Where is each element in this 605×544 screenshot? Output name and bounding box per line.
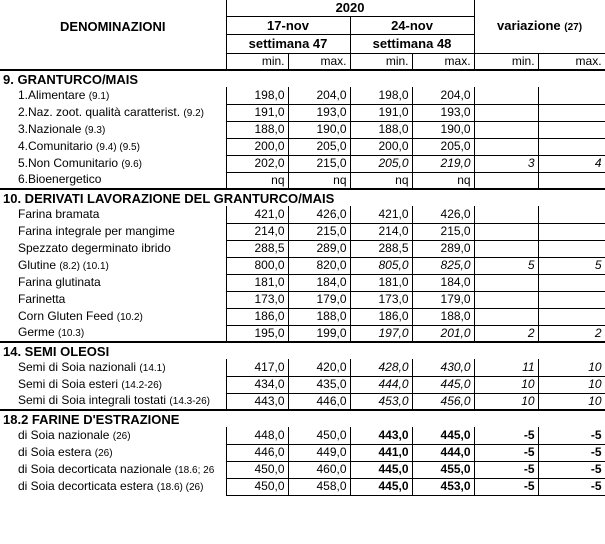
- cell-v1max: 215,0: [288, 155, 350, 172]
- cell-vmax: -5: [538, 461, 605, 478]
- cell-v1min: 191,0: [226, 104, 288, 121]
- cell-v1max: 179,0: [288, 291, 350, 308]
- row-label: [0, 291, 226, 308]
- cell-v2min: 805,0: [350, 257, 412, 274]
- row-code: (9.4) (9.5): [96, 141, 140, 153]
- cell-v1max: 190,0: [288, 121, 350, 138]
- cell-v2max: 430,0: [412, 359, 474, 376]
- cell-v1max: 426,0: [288, 206, 350, 223]
- cell-v2min: 428,0: [350, 359, 412, 376]
- cell-v2max: 456,0: [412, 393, 474, 410]
- row-code: (14.3-26): [169, 396, 210, 407]
- cell-v1max: 420,0: [288, 359, 350, 376]
- cell-v2max: nq: [412, 172, 474, 189]
- section-title: 10. DERIVATI LAVORAZIONE DEL GRANTURCO/MAIS: [0, 189, 605, 206]
- row-label: [0, 240, 226, 257]
- cell-vmax: [538, 308, 605, 325]
- row-label-text: 2.Naz. zoot. qualità caratterist.: [18, 104, 181, 119]
- cell-vmax: [538, 274, 605, 291]
- cell-vmin: 10: [474, 376, 538, 393]
- table-row: [0, 359, 605, 376]
- cell-v1max: 449,0: [288, 444, 350, 461]
- cell-vmin: -5: [474, 461, 538, 478]
- cell-v2max: 193,0: [412, 104, 474, 121]
- row-label-text: Farina integrale per mangime: [18, 223, 175, 238]
- cell-v2max: 179,0: [412, 291, 474, 308]
- cell-v2max: 205,0: [412, 138, 474, 155]
- cell-v2max: 219,0: [412, 155, 474, 172]
- cell-v1min: 417,0: [226, 359, 288, 376]
- cell-v1max: 435,0: [288, 376, 350, 393]
- row-label: [0, 87, 226, 104]
- row-label-text: Germe: [18, 325, 55, 339]
- max1-header: max.: [288, 53, 350, 70]
- cell-vmin: [474, 121, 538, 138]
- table-row: [0, 308, 605, 325]
- cell-v1min: 446,0: [226, 444, 288, 461]
- cell-v2max: 201,0: [412, 325, 474, 342]
- row-label-text: Farinetta: [18, 291, 66, 306]
- cell-vmin: -5: [474, 427, 538, 444]
- cell-v1min: 443,0: [226, 393, 288, 410]
- row-label: [0, 172, 226, 189]
- row-label: [0, 257, 226, 274]
- table-row: [0, 87, 605, 104]
- row-label: [0, 427, 226, 444]
- cell-vmax: 4: [538, 155, 605, 172]
- cell-vmax: [538, 240, 605, 257]
- cell-v1min: nq: [226, 172, 288, 189]
- cell-v1max: 450,0: [288, 427, 350, 444]
- table-row: [0, 223, 605, 240]
- cell-vmin: [474, 240, 538, 257]
- cell-v2max: 445,0: [412, 376, 474, 393]
- row-label: [0, 444, 226, 461]
- cell-vmin: -5: [474, 444, 538, 461]
- cell-v1max: 820,0: [288, 257, 350, 274]
- cell-vmin: 3: [474, 155, 538, 172]
- row-code: (10.2): [116, 311, 143, 323]
- row-label-text: Farina glutinata: [18, 274, 101, 289]
- row-code: (26): [94, 447, 113, 459]
- row-label: [0, 325, 226, 342]
- row-label-text: Farina bramata: [18, 206, 100, 221]
- row-label: [0, 223, 226, 240]
- cell-v2min: 444,0: [350, 376, 412, 393]
- cell-v1max: 199,0: [288, 325, 350, 342]
- cell-vmax: [538, 291, 605, 308]
- cell-v2min: 173,0: [350, 291, 412, 308]
- table-row: [0, 104, 605, 121]
- variazione-header: variazione (27): [474, 0, 605, 53]
- cell-vmin: [474, 87, 538, 104]
- cell-v1max: 205,0: [288, 138, 350, 155]
- cell-v2min: 181,0: [350, 274, 412, 291]
- cell-v2min: 441,0: [350, 444, 412, 461]
- cell-v1max: 460,0: [288, 461, 350, 478]
- cell-v2max: 453,0: [412, 478, 474, 495]
- cell-v2max: 289,0: [412, 240, 474, 257]
- table-row: [0, 274, 605, 291]
- cell-v2min: 205,0: [350, 155, 412, 172]
- section-title: 9. GRANTURCO/MAIS: [0, 70, 605, 87]
- row-code: (18.6; 26: [174, 464, 215, 476]
- cell-v1min: 434,0: [226, 376, 288, 393]
- cell-v2min: 421,0: [350, 206, 412, 223]
- row-label-text: 1.Alimentare: [18, 87, 86, 102]
- table-row: [0, 393, 605, 410]
- cell-vmin: [474, 104, 538, 121]
- cell-v2min: 445,0: [350, 461, 412, 478]
- date1-header: 17-nov: [226, 16, 350, 34]
- row-label: [0, 138, 226, 155]
- table-row: [0, 172, 605, 189]
- cell-vmax: -5: [538, 444, 605, 461]
- row-label: [0, 206, 226, 223]
- cell-v1max: 458,0: [288, 478, 350, 495]
- cell-vmin: [474, 274, 538, 291]
- cell-vmin: [474, 291, 538, 308]
- row-label-text: 6.Bioenergetico: [18, 172, 102, 186]
- cell-v1max: 215,0: [288, 223, 350, 240]
- cell-v2min: 188,0: [350, 121, 412, 138]
- row-label-text: 5.Non Comunitario: [18, 155, 119, 170]
- row-label: [0, 104, 226, 121]
- row-label-text: di Soia decorticata estera: [18, 478, 154, 493]
- row-code: (18.6) (26): [156, 481, 204, 493]
- row-code: (14.2-26): [121, 379, 162, 391]
- cell-v2min: 288,5: [350, 240, 412, 257]
- row-label-text: 4.Comunitario: [18, 138, 93, 153]
- section-title: 14. SEMI OLEOSI: [0, 342, 605, 359]
- row-label-text: Semi di Soia integrali tostati: [18, 393, 167, 407]
- cell-v1min: 181,0: [226, 274, 288, 291]
- cell-v1min: 173,0: [226, 291, 288, 308]
- cell-vmin: -5: [474, 478, 538, 495]
- min2-header: min.: [350, 53, 412, 70]
- table-row: [0, 427, 605, 444]
- row-code: (14.1): [139, 362, 166, 374]
- varmax-header: max.: [538, 53, 605, 70]
- row-label-text: Semi di Soia esteri: [18, 376, 119, 391]
- cell-vmax: -5: [538, 478, 605, 495]
- date2-header: 24-nov: [350, 16, 474, 34]
- cell-v2min: 191,0: [350, 104, 412, 121]
- cell-v2min: 186,0: [350, 308, 412, 325]
- cell-vmax: 10: [538, 376, 605, 393]
- cell-vmax: [538, 206, 605, 223]
- cell-vmin: [474, 223, 538, 240]
- cell-v1max: 188,0: [288, 308, 350, 325]
- max2-header: max.: [412, 53, 474, 70]
- cell-v2min: 445,0: [350, 478, 412, 495]
- cell-v2min: 200,0: [350, 138, 412, 155]
- row-label-text: di Soia nazionale: [18, 427, 110, 442]
- cell-v2min: 214,0: [350, 223, 412, 240]
- table-row: [0, 257, 605, 274]
- section-header: [0, 70, 605, 87]
- cell-v1min: 800,0: [226, 257, 288, 274]
- cell-v2min: 443,0: [350, 427, 412, 444]
- row-label-text: Semi di Soia nazionali: [18, 359, 137, 374]
- cell-v2max: 444,0: [412, 444, 474, 461]
- cell-v2max: 204,0: [412, 87, 474, 104]
- table-row: [0, 291, 605, 308]
- section-header: [0, 410, 605, 427]
- cell-v1min: 200,0: [226, 138, 288, 155]
- table-row: [0, 155, 605, 172]
- cell-v1min: 188,0: [226, 121, 288, 138]
- row-label: [0, 359, 226, 376]
- min1-header: min.: [226, 53, 288, 70]
- minmax-spacer: [0, 53, 226, 70]
- cell-v2max: 188,0: [412, 308, 474, 325]
- cell-v2max: 426,0: [412, 206, 474, 223]
- table-row: [0, 376, 605, 393]
- cell-v2max: 825,0: [412, 257, 474, 274]
- row-label: [0, 393, 226, 410]
- table-row: [0, 461, 605, 478]
- cell-v1min: 448,0: [226, 427, 288, 444]
- row-label-text: di Soia estera: [18, 444, 92, 459]
- row-code: (10.3): [58, 328, 85, 339]
- row-label-text: Spezzato degerminato ibrido: [18, 240, 171, 255]
- cell-v1min: 450,0: [226, 478, 288, 495]
- table-row: [0, 325, 605, 342]
- row-label: [0, 308, 226, 325]
- cell-vmin: [474, 206, 538, 223]
- cell-vmin: [474, 308, 538, 325]
- week1-header: settimana 47: [226, 34, 350, 53]
- cell-v1min: 198,0: [226, 87, 288, 104]
- year-header: 2020: [226, 0, 474, 16]
- cell-vmax: 10: [538, 359, 605, 376]
- cell-v1max: 193,0: [288, 104, 350, 121]
- table-row: [0, 138, 605, 155]
- row-code: (8.2) (10.1): [59, 260, 109, 272]
- cell-v2min: 198,0: [350, 87, 412, 104]
- cell-vmax: 10: [538, 393, 605, 410]
- table-row: [0, 121, 605, 138]
- row-label-text: Corn Gluten Feed: [18, 308, 114, 323]
- week2-header: settimana 48: [350, 34, 474, 53]
- cell-vmin: [474, 172, 538, 189]
- cell-v1min: 202,0: [226, 155, 288, 172]
- cell-v2max: 455,0: [412, 461, 474, 478]
- cell-v2min: 197,0: [350, 325, 412, 342]
- cell-v1min: 288,5: [226, 240, 288, 257]
- cell-vmin: 2: [474, 325, 538, 342]
- cell-v2max: 445,0: [412, 427, 474, 444]
- row-label: [0, 155, 226, 172]
- cell-vmin: 10: [474, 393, 538, 410]
- table-row: [0, 478, 605, 495]
- cell-vmax: [538, 104, 605, 121]
- cell-v1min: 214,0: [226, 223, 288, 240]
- row-label: [0, 274, 226, 291]
- cell-vmax: 2: [538, 325, 605, 342]
- row-code: (9.3): [84, 124, 106, 136]
- cell-v2max: 184,0: [412, 274, 474, 291]
- row-code: (26): [112, 430, 131, 442]
- row-code: (9.2): [183, 107, 204, 119]
- row-label: [0, 121, 226, 138]
- cell-vmax: 5: [538, 257, 605, 274]
- row-label-text: di Soia decorticata nazionale: [18, 461, 172, 476]
- row-label: [0, 376, 226, 393]
- cell-v2max: 215,0: [412, 223, 474, 240]
- cell-vmax: -5: [538, 427, 605, 444]
- section-title: 18.2 FARINE D'ESTRAZIONE: [0, 410, 605, 427]
- cell-v1max: 289,0: [288, 240, 350, 257]
- cell-v1min: 421,0: [226, 206, 288, 223]
- cell-v1max: 184,0: [288, 274, 350, 291]
- section-header: [0, 342, 605, 359]
- table-row: [0, 444, 605, 461]
- table-row: [0, 240, 605, 257]
- cell-vmax: [538, 121, 605, 138]
- cell-vmin: [474, 138, 538, 155]
- cell-vmin: 5: [474, 257, 538, 274]
- cell-v1min: 186,0: [226, 308, 288, 325]
- row-code: (9.1): [88, 90, 110, 102]
- varmin-header: min.: [474, 53, 538, 70]
- cell-vmax: [538, 138, 605, 155]
- cell-vmax: [538, 172, 605, 189]
- row-label: [0, 461, 226, 478]
- cell-v2max: 190,0: [412, 121, 474, 138]
- row-code: (9.6): [121, 158, 142, 170]
- cell-v2min: 453,0: [350, 393, 412, 410]
- cell-v1max: 204,0: [288, 87, 350, 104]
- section-header: [0, 189, 605, 206]
- cell-v2min: nq: [350, 172, 412, 189]
- cell-vmax: [538, 223, 605, 240]
- cell-v1min: 450,0: [226, 461, 288, 478]
- row-label-text: Glutine: [18, 257, 57, 272]
- denominazioni-header: DENOMINAZIONI: [60, 19, 166, 34]
- cell-v1max: 446,0: [288, 393, 350, 410]
- row-label: [0, 478, 226, 495]
- cell-vmin: 11: [474, 359, 538, 376]
- cell-vmax: [538, 87, 605, 104]
- cell-v1min: 195,0: [226, 325, 288, 342]
- row-label-text: 3.Nazionale: [18, 121, 82, 136]
- table-row: [0, 206, 605, 223]
- cell-v1max: nq: [288, 172, 350, 189]
